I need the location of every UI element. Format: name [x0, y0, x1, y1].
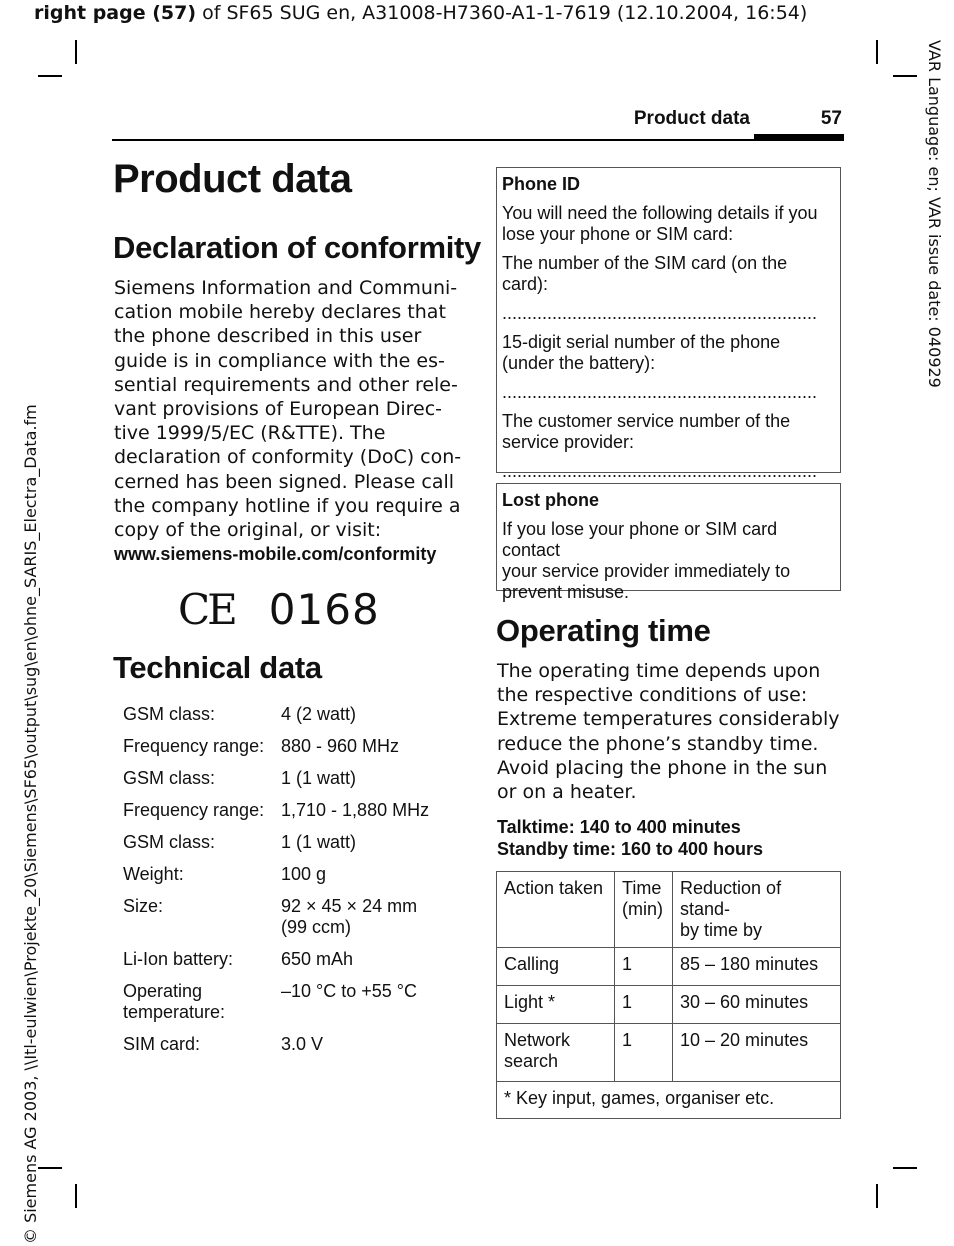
technical-data-table [115, 700, 437, 1062]
crop-mark [876, 40, 878, 64]
serial-number-blank: ............................................................... [502, 382, 818, 402]
text-line: search [504, 1051, 559, 1071]
crop-mark [893, 1167, 917, 1169]
spec-value: –10 °C to +55 °C [281, 981, 417, 1001]
text-line: vant provisions of European Direc- [114, 398, 442, 421]
crop-mark [38, 1167, 62, 1169]
table-header-row [497, 872, 841, 948]
text-line: You will need the following details if you [502, 203, 818, 223]
operating-time-heading: Operating time [496, 613, 711, 648]
text-line: reduce the phone’s standby time. [497, 732, 819, 755]
text-line: prevent misuse. [502, 582, 630, 602]
text-line: Time [622, 878, 662, 898]
spec-label: Frequency range: [123, 800, 265, 820]
ce-marking [178, 585, 380, 634]
ce-mark-logo: CE [178, 585, 235, 634]
crop-mark [893, 75, 917, 77]
text-line: the phone described in this user [114, 325, 422, 348]
table-row [115, 945, 437, 977]
time-cell: 1 [615, 1024, 673, 1082]
spec-label: SIM card: [123, 1034, 201, 1054]
sim-number-prompt: The number of the SIM card (on the card): [502, 253, 788, 294]
action-cell: Light * [497, 986, 615, 1024]
spec-value-line: (99 ccm) [281, 917, 352, 937]
table-footnote-row [497, 1082, 841, 1119]
text-line: Network [504, 1030, 571, 1050]
talktime-value: Talktime: 140 to 400 minutes [497, 817, 741, 837]
slug-file-info: of SF65 SUG en, A31008-H7360-A1-1-7619 (12.10.2004, 16:54) [196, 2, 808, 24]
time-cell: 1 [615, 986, 673, 1024]
phone-id-title: Phone ID [502, 174, 581, 194]
text-line: Reduction of stand- [680, 878, 782, 919]
lost-phone-title: Lost phone [502, 490, 599, 510]
text-line: Extreme temperatures considerably [497, 708, 840, 731]
spec-value: 3.0 V [281, 1034, 324, 1054]
action-cell [497, 1024, 615, 1082]
crop-mark [75, 40, 77, 64]
serial-number-prompt [502, 332, 834, 374]
column-header-action: Action taken [497, 872, 615, 948]
slug-line [34, 2, 807, 24]
text-line: 15-digit serial number of the phone [502, 332, 781, 352]
text-line: The operating time depends upon [497, 660, 821, 682]
table-row [115, 1030, 437, 1062]
column-header-time [615, 872, 673, 948]
crop-mark [38, 75, 62, 77]
running-header-title: Product data [633, 108, 750, 129]
table-row [497, 1024, 841, 1082]
spec-value: 650 mAh [281, 949, 354, 969]
spec-label: GSM class: [123, 832, 216, 852]
text-line: Avoid placing the phone in the sun [497, 756, 828, 779]
phone-id-intro [502, 203, 834, 245]
slug-page: right page (57) [34, 2, 197, 24]
table-row [497, 948, 841, 986]
spec-label-line: temperature: [123, 1002, 226, 1022]
notified-body-number: 0168 [268, 585, 380, 634]
text-line: cerned has been signed. Please call [114, 470, 455, 493]
operating-time-text [497, 659, 842, 804]
table-footnote: * Key input, games, organiser etc. [497, 1082, 841, 1119]
reduction-cell: 30 – 60 minutes [673, 986, 841, 1024]
spec-value: 880 - 960 MHz [281, 736, 400, 756]
declaration-heading: Declaration of conformity [113, 230, 481, 265]
text-line: copy of the original, or visit: [114, 519, 382, 542]
text-line: If you lose your phone or SIM card contact [502, 519, 778, 560]
text-line: (min) [622, 899, 663, 919]
table-row [115, 977, 437, 1030]
page-title: Product data [113, 157, 352, 201]
text-line: (under the battery): [502, 353, 656, 373]
text-line: the company hotline if you require a [114, 494, 461, 517]
var-language-note: VAR Language: en; VAR issue date: 040929 [925, 40, 944, 388]
text-line: tive 1999/5/EC (R&TTE). The [114, 422, 386, 445]
spec-value-line: 92 × 45 × 24 mm [281, 896, 418, 916]
lost-phone-box [496, 483, 841, 602]
action-cell: Calling [497, 948, 615, 986]
standby-time-value: Standby time: 160 to 400 hours [497, 839, 764, 859]
text-line: sential requirements and other rele- [114, 373, 458, 396]
standby-reduction-table [496, 871, 841, 1119]
text-line: guide is in compliance with the es- [114, 349, 445, 372]
text-line: Siemens Information and Communi- [114, 277, 458, 299]
reduction-cell: 10 – 20 minutes [673, 1024, 841, 1082]
talk-standby-times [497, 816, 763, 860]
crop-mark [876, 1184, 878, 1208]
text-line: service provider: [502, 432, 635, 452]
spec-label [115, 977, 273, 1030]
text-line: cation mobile hereby declares that [114, 301, 446, 324]
page-number: 57 [820, 108, 842, 129]
table-row [115, 764, 437, 796]
declaration-text [114, 276, 474, 542]
conformity-url-link[interactable]: www.siemens-mobile.com/conformity [114, 544, 437, 564]
spec-label: Frequency range: [123, 736, 265, 756]
table-row [115, 732, 437, 764]
phone-id-box [496, 167, 841, 481]
table-row [115, 828, 437, 860]
header-rule [112, 139, 844, 141]
spec-label: Size: [123, 896, 164, 916]
spec-value [273, 892, 437, 945]
column-header-reduction [673, 872, 841, 948]
text-line: the respective conditions of use: [497, 684, 808, 707]
reduction-cell: 85 – 180 minutes [673, 948, 841, 986]
spec-label: GSM class: [123, 768, 216, 788]
text-line: declaration of conformity (DoC) con- [114, 446, 462, 469]
spec-label: Weight: [123, 864, 184, 884]
service-number-blank: ............................................................... [502, 461, 818, 481]
header-rule-tab [754, 134, 844, 141]
file-path-note: © Siemens AG 2003, \\Itl-eulwien\Projekte_20\Siemens\SF65\output\sug\en\ohne_SARIS_Electra_Data.fm [21, 404, 40, 1244]
table-row [115, 892, 437, 945]
spec-value: 1,710 - 1,880 MHz [281, 800, 430, 820]
crop-mark [75, 1184, 77, 1208]
spec-label: Li-Ion battery: [123, 949, 234, 969]
text-line: The customer service number of the [502, 411, 791, 431]
spec-label-line: Operating [123, 981, 203, 1001]
text-line: your service provider immediately to [502, 561, 791, 581]
table-row [115, 700, 437, 732]
table-row [115, 796, 437, 828]
spec-value: 100 g [281, 864, 327, 884]
sim-number-blank: ............................................................... [502, 303, 818, 323]
spec-value: 1 (1 watt) [281, 768, 357, 788]
text-line: lose your phone or SIM card: [502, 224, 734, 244]
technical-data-heading: Technical data [113, 650, 322, 685]
spec-value: 1 (1 watt) [281, 832, 357, 852]
time-cell: 1 [615, 948, 673, 986]
text-line: or on a heater. [497, 781, 637, 804]
spec-label: GSM class: [123, 704, 216, 724]
table-row [115, 860, 437, 892]
text-line: by time by [680, 920, 763, 940]
table-row [497, 986, 841, 1024]
service-number-prompt [502, 411, 834, 453]
spec-value: 4 (2 watt) [281, 704, 357, 724]
